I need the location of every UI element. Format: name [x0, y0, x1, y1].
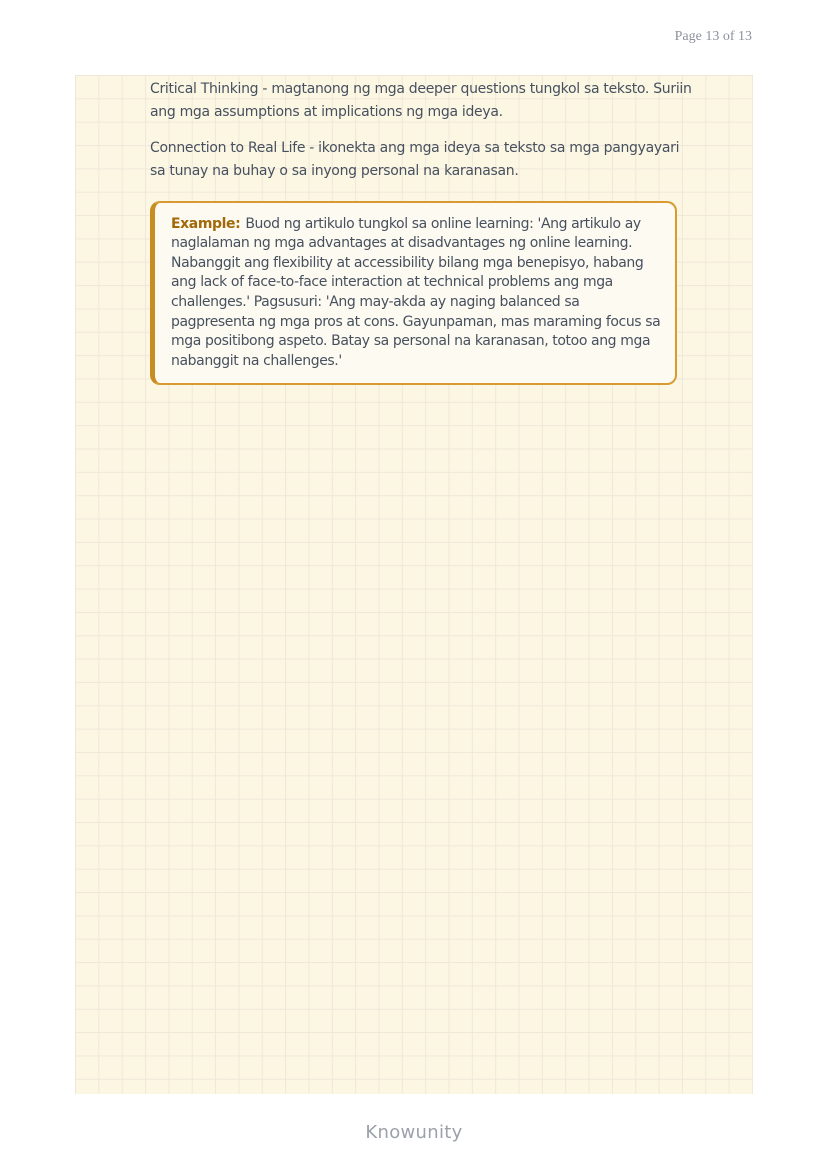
paragraph-critical-thinking: Critical Thinking - magtanong ng mga deeper questions tungkol sa teksto. Suriin ang mga assumptions at implications ng mga ideya.	[150, 81, 692, 121]
notebook-grid-paper	[75, 75, 753, 1094]
example-paragraph	[171, 215, 664, 372]
example-box	[150, 201, 677, 386]
page-number: Page 13 of 13	[674, 29, 752, 44]
footer-brand: Knowunity	[365, 1122, 463, 1143]
paragraph-connection-to-real-life: Connection to Real Life - ikonekta ang mga ideya sa teksto sa mga pangyayari sa tunay na buhay o sa inyong personal na karanasan.	[150, 139, 680, 180]
page-content	[75, 75, 753, 385]
example-label: Example:	[171, 215, 241, 232]
example-body-text: Buod ng artikulo tungkol sa online learning: 'Ang artikulo ay naglalaman ng mga advantages at disadvantages ng online learning. Nabanggit ang flexibility at accessibility bilang mga benepisyo, habang ang lack of face-to-face interaction at technical problems ang mga challenges.' Pagsusuri: 'Ang may-akda ay naging balanced sa pagpresenta ng mga pros at cons. Gayunpaman, mas maraming focus sa mga positibong aspeto. Batay sa personal na karanasan, totoo ang mga nabanggit na challenges.'	[171, 215, 661, 369]
